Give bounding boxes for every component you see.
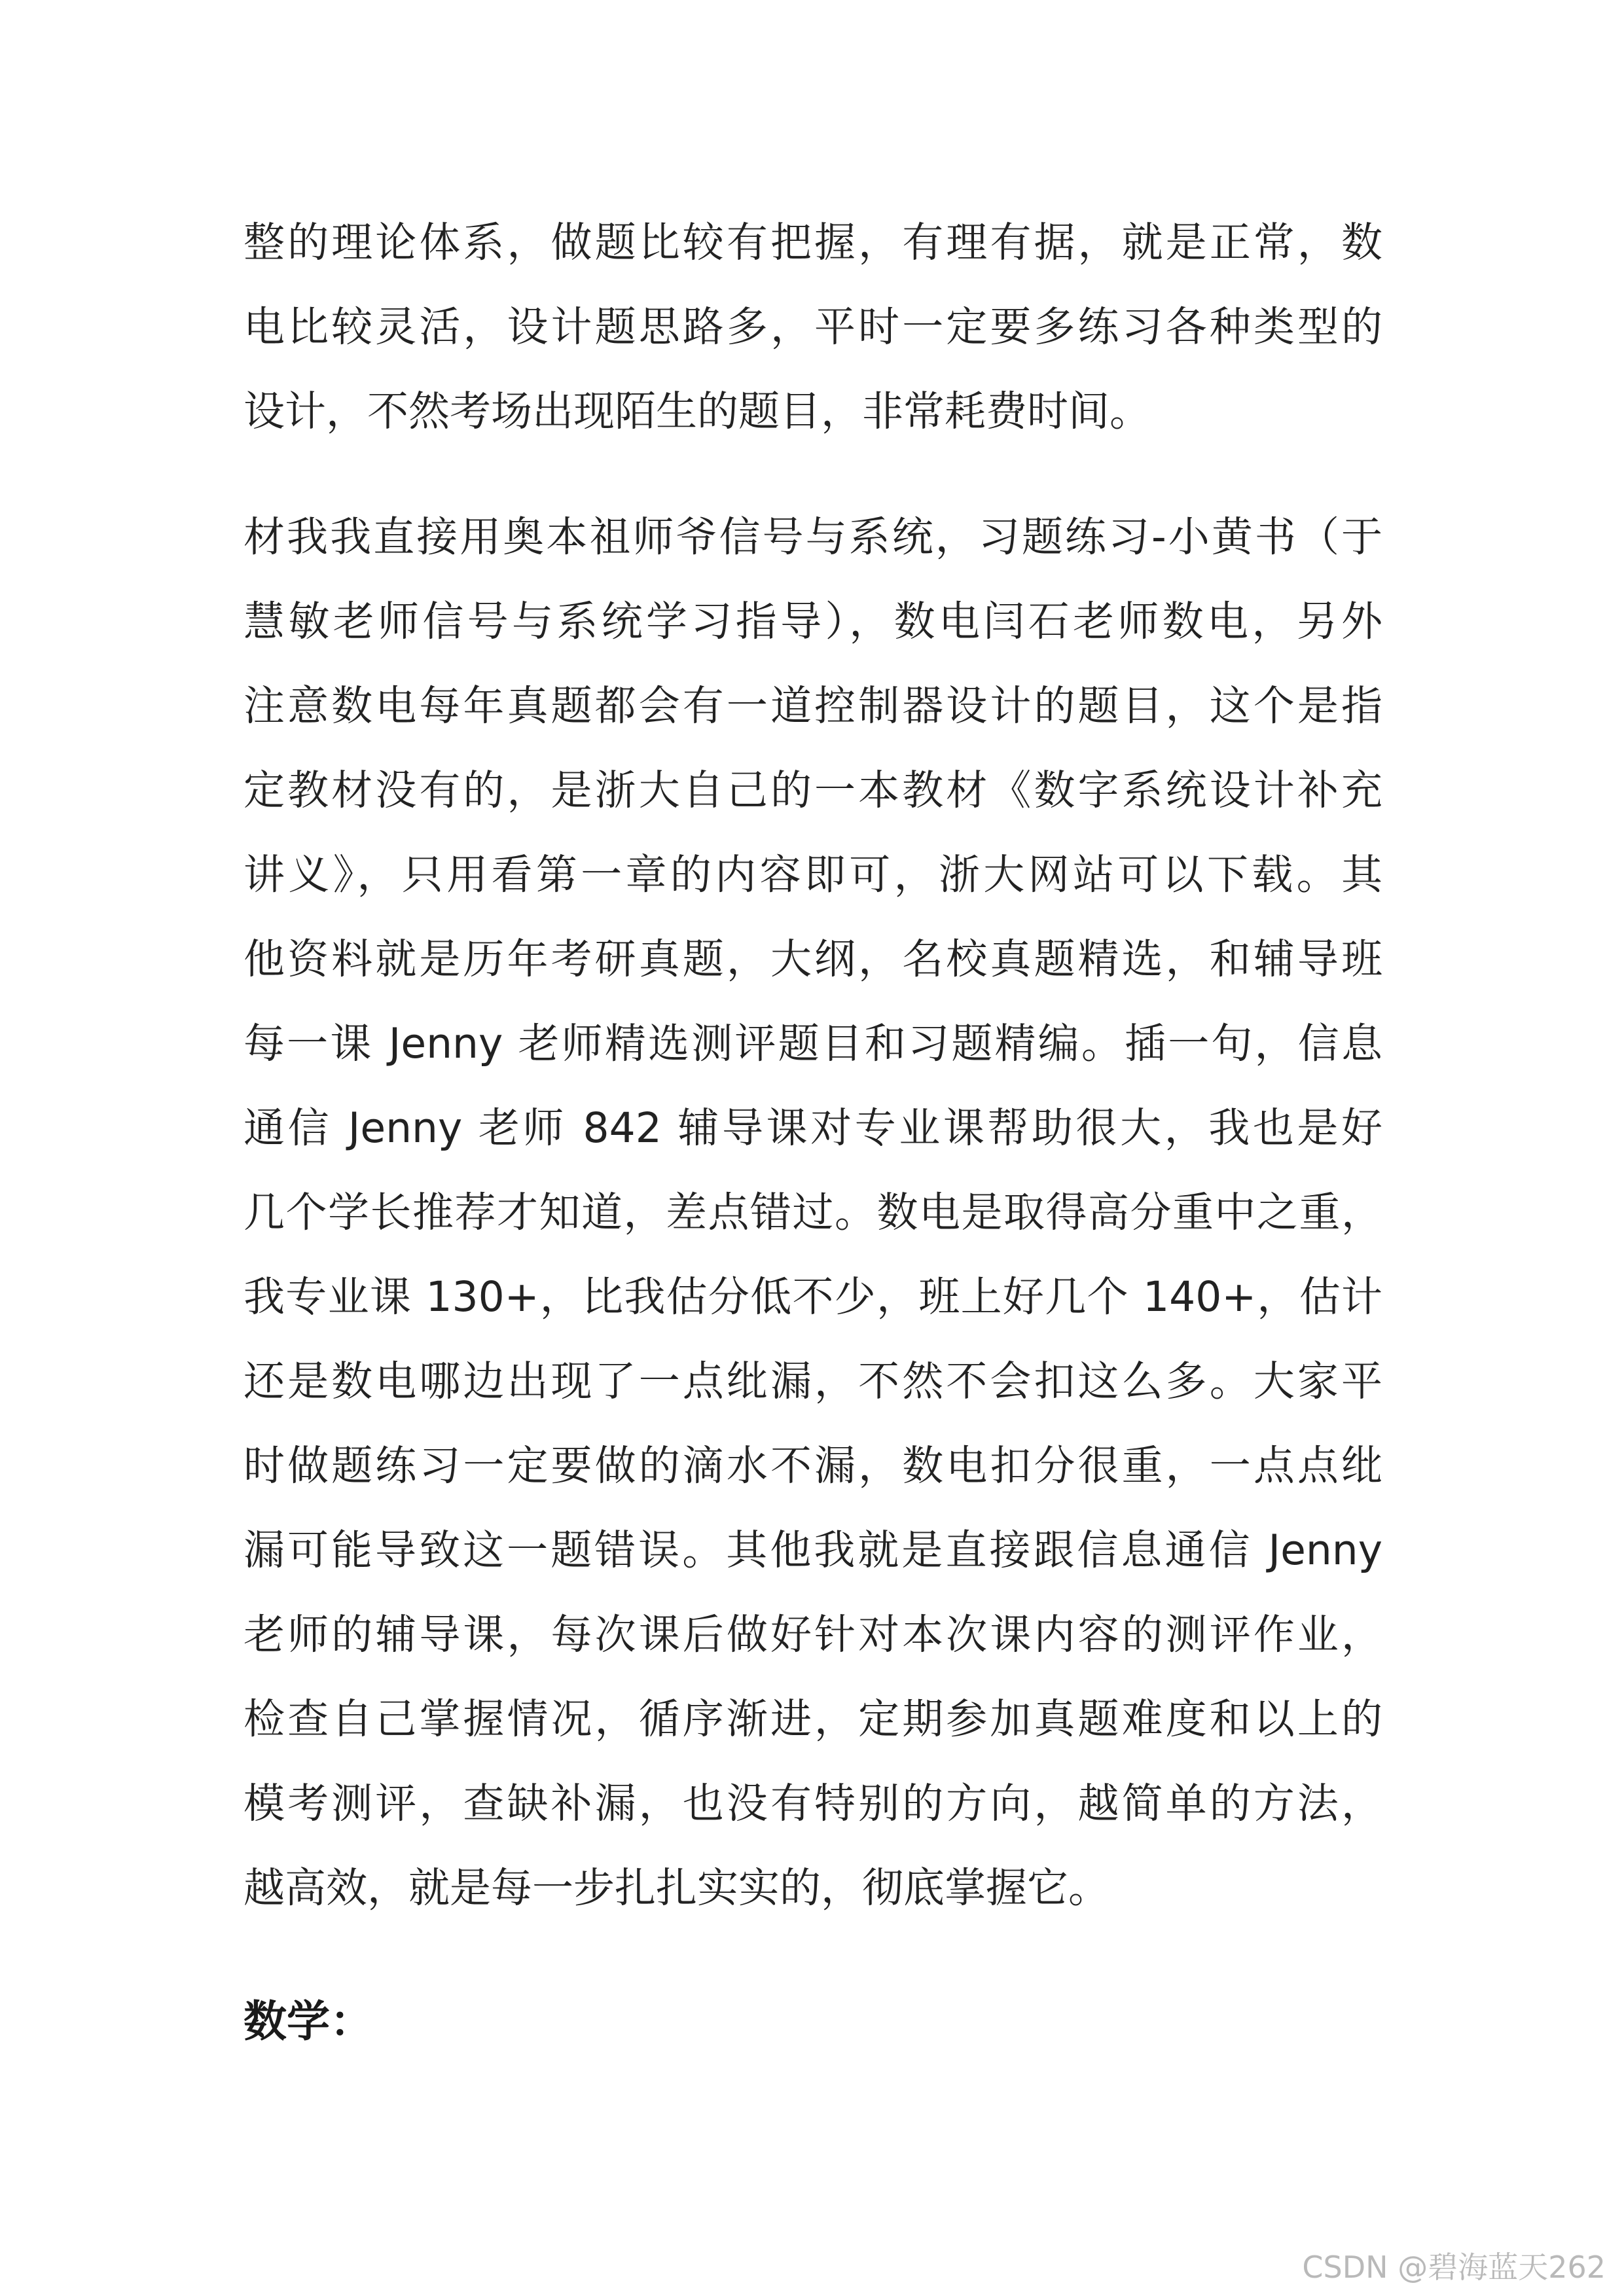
watermark: CSDN @碧海蓝天262	[1302, 2250, 1606, 2285]
text-line: 注意数电每年真题都会有一道控制器设计的题目，这个是指	[244, 682, 1382, 730]
text-line: 检查自己掌握情况，循序渐进，定期参加真题难度和以上的	[244, 1695, 1382, 1743]
text-line: 时做题练习一定要做的滴水不漏，数电扣分很重，一点点纰	[244, 1442, 1382, 1490]
paragraph-1	[244, 200, 1382, 454]
text-line: 模考测评，查缺补漏，也没有特别的方向，越简单的方法，	[244, 1780, 1382, 1827]
paragraph-2	[244, 495, 1382, 1930]
text-line: 材我我直接用奥本祖师爷信号与系统，习题练习-小黄书（于	[244, 513, 1382, 561]
text-line: 越高效，就是每一步扎扎实实的，彻底掌握它。	[244, 1864, 1110, 1912]
text-line: 他资料就是历年考研真题，大纲，名校真题精选，和辅导班	[244, 935, 1382, 983]
text-line: 设计，不然考场出现陌生的题目，非常耗费时间。	[244, 387, 1151, 435]
text-line: 定教材没有的，是浙大自己的一本教材《数字系统设计补充	[244, 766, 1382, 814]
text-line: 讲义》，只用看第一章的内容即可，浙大网站可以下载。其	[244, 851, 1382, 899]
text-line: 几个学长推荐才知道，差点错过。数电是取得高分重中之重，	[244, 1189, 1382, 1236]
text-line: 老师的辅导课，每次课后做好针对本次课内容的测评作业，	[244, 1611, 1382, 1659]
text-line: 通信 Jenny 老师 842 辅导课对专业课帮助很大，我也是好	[244, 1104, 1382, 1152]
section-heading: 数学：	[244, 1996, 373, 2047]
text-line: 漏可能导致这一题错误。其他我就是直接跟信息通信 Jenny	[244, 1526, 1382, 1574]
text-line: 我专业课 130+，比我估分低不少，班上好几个 140+，估计	[244, 1273, 1382, 1321]
text-line: 慧敏老师信号与系统学习指导），数电闫石老师数电，另外	[244, 598, 1382, 645]
text-line: 每一课 Jenny 老师精选测评题目和习题精编。插一句，信息	[244, 1020, 1382, 1067]
text-line: 还是数电哪边出现了一点纰漏，不然不会扣这么多。大家平	[244, 1357, 1382, 1405]
text-line: 整的理论体系，做题比较有把握，有理有据，就是正常，数	[244, 219, 1382, 266]
text-line: 电比较灵活，设计题思路多，平时一定要多练习各种类型的	[244, 303, 1382, 351]
